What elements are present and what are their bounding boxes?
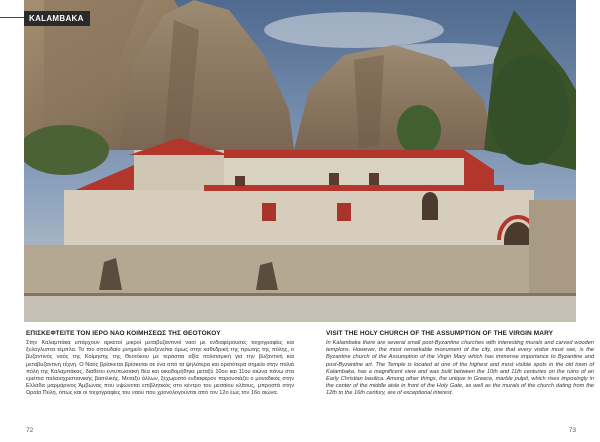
section-tag-rule — [0, 17, 24, 18]
greek-heading: ΕΠΙΣΚΕΦΤΕΙΤΕ ΤΟΝ ΙΕΡΟ ΝΑΟ ΚΟΙΜΗΣΕΩΣ ΤΗΣ ΘΕΟΤΟΚΟΥ — [26, 330, 221, 337]
english-body-text: In Kalambaka there are several small post-Byzantine churches with interesting murals and carved wooden templons. However, the most remarkable monument of the city, one that every visitor must see, is the Byzantine church of the Assumption of the Virgin Mary which has immense importance to Byzantine and post-Byzantine art. The Temple is located at one of the highest and most visible spots in the old town of Kalambaka, has a magnificent view and was built between the 10th and 11th centuries on the ruins of an Early Christian basilica. Among other things, the unique in Greece, marble pulpit, which rises imposingly in the center of the middle aisle in front of the Holy Gate, as well as the murals of the church dating from the 12th to the 16th century, are of exceptional interest. — [326, 340, 594, 397]
english-article — [326, 330, 594, 398]
church-photo — [24, 0, 576, 322]
greek-body-text: Στην Καλαμπάκα υπάρχουν αρκετοί μικροί μεταβυζαντινοί ναοί με ενδιαφέρουσες τοιχογραφίες και ξυλόγλυπτα τέμπλα. Το πιο σπουδαίο μνημείο φιλοξενείται όμως στην καθεδρική της πρώτης της πόλης, ο βυζαντινός ναός της Κοίμησης της Θεοτόκου με τεράστια αξία πολιτισμική για την βυζαντινή και μεταβυζαντινή τέχνη. Ο Ναός βρίσκεται βρίσκεται σε ένα από τα ψηλότερα και ορατότερα σημεία στην παλιά πόλη της Καλαμπάκας, διαθέτει εντυπωσιακή θέα και οικοδομήθηκε μεταξύ 10ου και 11ου αιώνα πάνω στα ερείπια παλαιοχριστιανικής βασιλικής. Μεταξύ άλλων, ξεχωριστό ενδιαφέρον παρουσιάζει ο μοναδικός στην Ελλάδα μαρμάρινος Άμβωνας που υψώνεται επιβλητικός στο κέντρο του μεσαίου κλίτους, μπροστά στην Ωραία Πύλη, όπως και οι τοιχογραφίες του ναού που χρονολογούνται από τον 12ο έως τον 16ο αιώνα. — [26, 340, 294, 397]
english-heading: VISIT THE HOLY CHURCH OF THE ASSUMPTION OF THE VIRGIN MARY — [326, 330, 554, 337]
greek-article — [26, 330, 294, 398]
section-tag: KALAMBAKA — [24, 11, 90, 26]
page-number-right: 73 — [568, 427, 576, 434]
church-photo-illustration — [24, 0, 576, 322]
page-number-left: 72 — [26, 427, 34, 434]
